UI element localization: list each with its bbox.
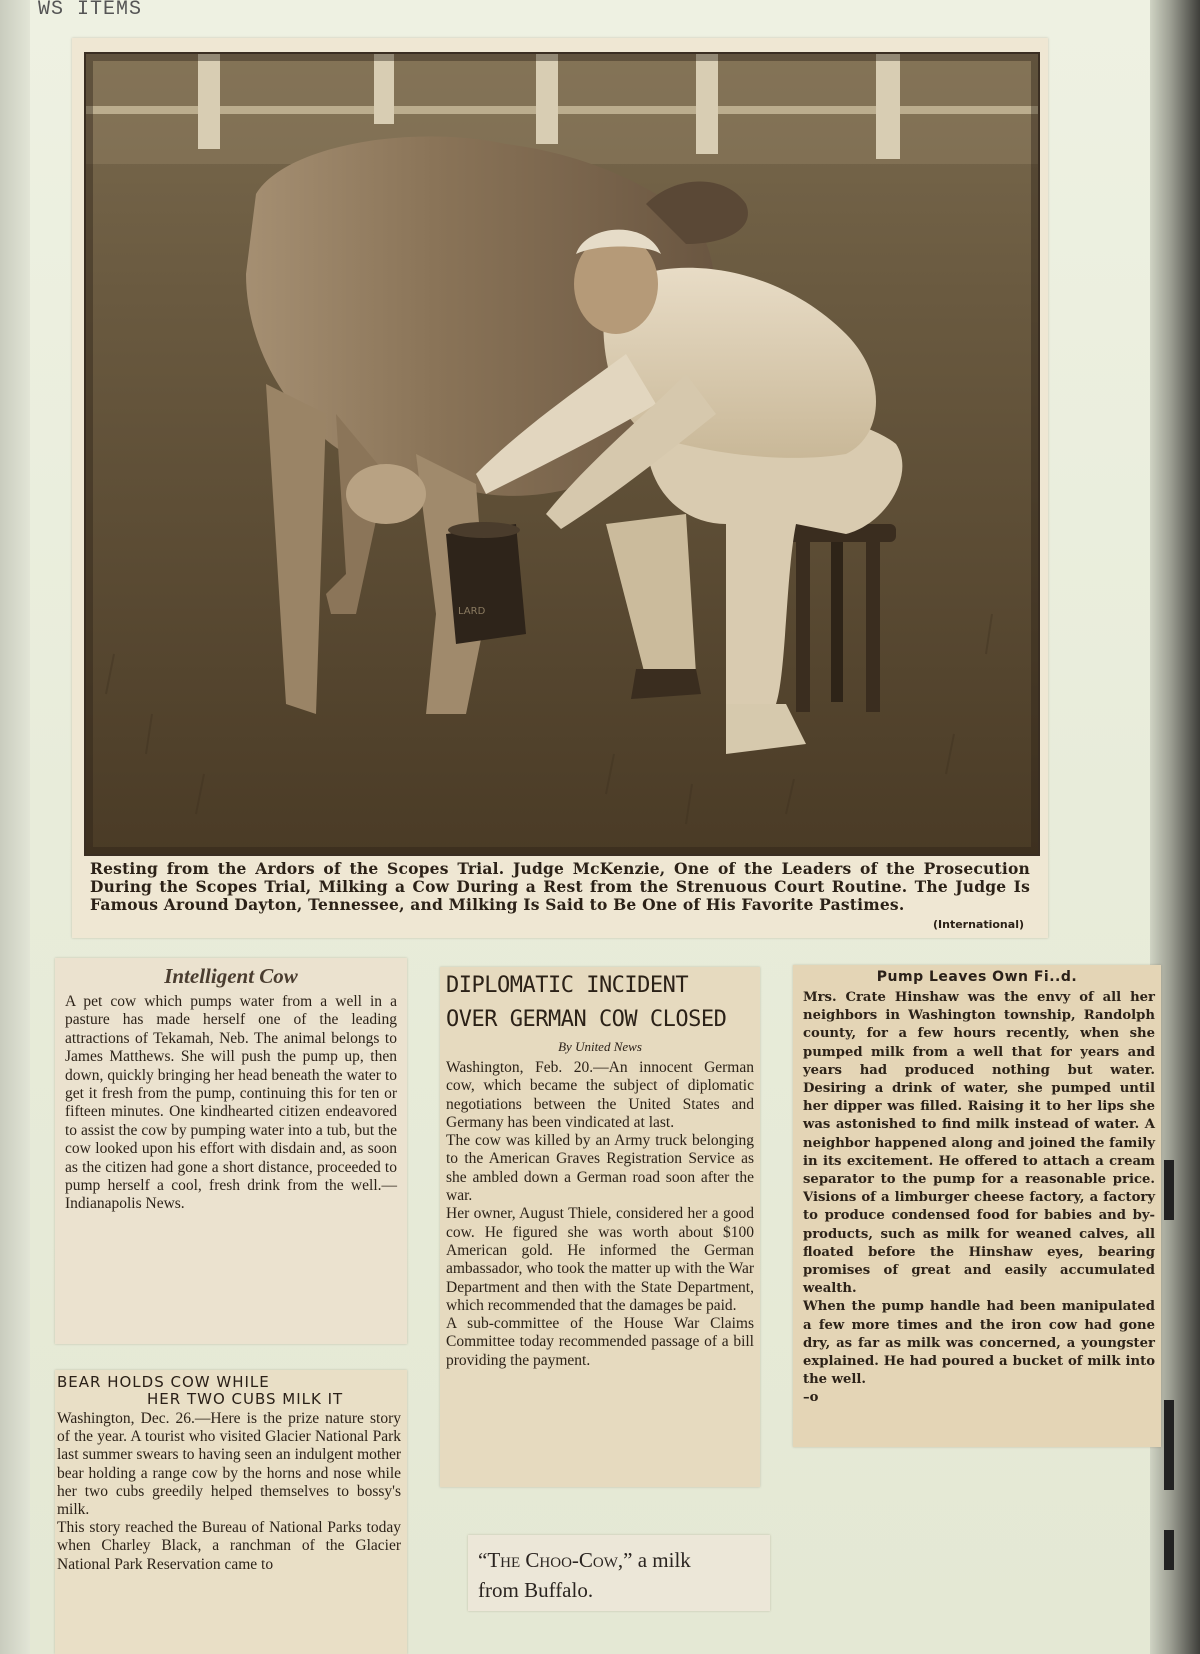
clipping-intelligent-cow bbox=[55, 958, 407, 1344]
article-body-bear-holds-cow: Washington, Dec. 26.—Here is the prize nature story of the year. A tourist who visited Glacier National Park last summer swears to having seen an indulgent mother bear holding a range cow by the horns and nose while her two cubs greedily helped themselves to bossy's milk. This story reached the Bureau of National Parks today when Charley Black, a ranchman of the Glacier National Park Reservation came to bbox=[57, 1410, 401, 1573]
clipping-choo-cow bbox=[468, 1535, 770, 1611]
byline: By United News bbox=[558, 1039, 642, 1054]
headline-diplomatic-line2: OVER GERMAN COW CLOSED bbox=[446, 1007, 727, 1032]
clipping-diplomatic-incident bbox=[440, 967, 760, 1487]
choo-cow-lead: “The Choo-Cow,” bbox=[478, 1548, 633, 1572]
headline-bear-line2: HER TWO CUBS MILK IT bbox=[147, 1390, 344, 1408]
article-body-pump-leaves: Mrs. Crate Hinshaw was the envy of all her neighbors in Washington township, Randolph county, for a few hours recently, when she pumped milk from a well that for years and years had produced nothing but water. Desiring a drink of water, she pumped until her dipper was filled. Raising it to her lips she was astonished to find milk instead of water. A neighbor happened along and joined the family in its excitement. He offered to attach a cream separator to the pump for a reasonable price. Visions of a limburger cheese factory, a factory to produce condensed food for babies and by-products, such as milk for weaned calves, all floated before the Hinshaw eyes, bearing promises of great and easily accumulated wealth. When the pump handle had been manipulated a few more times and the iron cow had gone dry, as far as milk was concerned, a youngster explained. He had poured a bucket of milk into the well. –o bbox=[803, 990, 1155, 1406]
cow-milking-photo bbox=[84, 52, 1040, 856]
page-header-label: WS ITEMS bbox=[38, 0, 143, 21]
headline-pump-leaves: Pump Leaves Own Fi..d. bbox=[876, 969, 1078, 985]
photo-caption: Resting from the Ardors of the Scopes Trial. Judge McKenzie, One of the Leaders of the Prosecution During the Scopes Trial, Milking a Cow During a Rest from the Strenuous Court Routine. The Judge Is Famous Around Dayton, Tennessee, and Milking Is Said to Be One of His Favorite Pastimes. bbox=[90, 859, 1030, 914]
choo-cow-text bbox=[468, 1535, 770, 1605]
choo-cow-line2: from Buffalo. bbox=[478, 1578, 594, 1602]
page-left-edge bbox=[0, 0, 30, 1654]
article-body-intelligent-cow: A pet cow which pumps water from a well in a pasture has made herself one of the leading attractions of Tekamah, Neb. The animal belongs to James Matthews. She will push the pump up, then down, quickly bringing her head beneath the water to get it fresh from the pump, continuing this for ten or fifteen minutes. One kindhearted citizen endeavored to assist the cow by pumping water into a tub, but the cow looked upon his effort with disdain and, as soon as the citizen had gone a short distance, proceeded to pump herself a cool, fresh drink from the well.—Indianapolis News. bbox=[65, 993, 397, 1213]
headline-bear-line1: BEAR HOLDS COW WHILE bbox=[57, 1373, 270, 1391]
choo-cow-rest: a milk bbox=[632, 1548, 691, 1572]
photo-clipping bbox=[72, 38, 1048, 938]
clipping-bear-holds-cow bbox=[55, 1370, 407, 1654]
headline-bear-holds-cow bbox=[55, 1370, 407, 1408]
headline-diplomatic-line1: DIPLOMATIC INCIDENT bbox=[446, 973, 689, 998]
headline-diplomatic-incident bbox=[440, 967, 760, 1037]
clipping-pump-leaves bbox=[793, 965, 1161, 1447]
article-body-diplomatic-incident: Washington, Feb. 20.—An innocent German cow, which became the subject of diplomatic negotiations between the United States and Germany has been vindicated at last. The cow was killed by an Army truck belonging to the American Graves Registration Service as she ambled down a German road soon after the war. Her owner, August Thiele, considered her a good cow. He figured she was worth about $100 American gold. He informed the German ambassador, who took the matter up with the War Department and then with the State Department, which recommended that the damages be paid. A sub-committee of the House War Claims Committee today recommended passage of a bill providing the payment. bbox=[446, 1059, 754, 1369]
pail-label: LARD bbox=[458, 606, 486, 617]
photo-credit: (International) bbox=[933, 918, 1024, 931]
headline-intelligent-cow: Intelligent Cow bbox=[164, 964, 298, 988]
